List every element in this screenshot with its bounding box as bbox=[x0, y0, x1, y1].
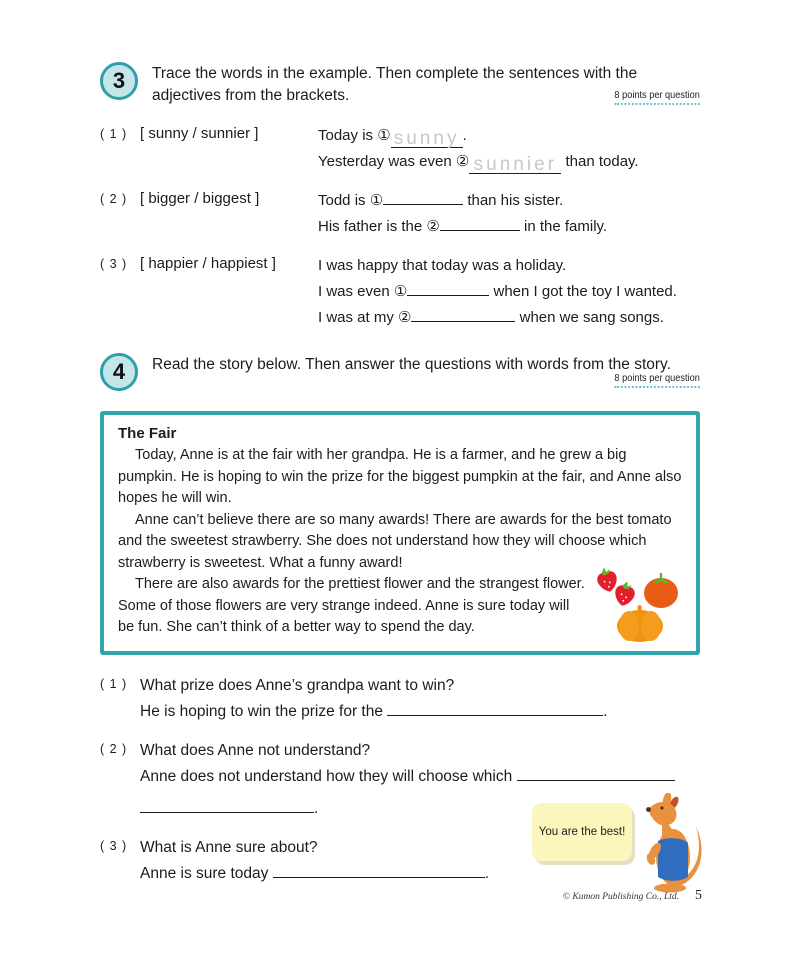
sentence-text: I was even ① bbox=[318, 283, 408, 300]
sentence-text: Today is ① bbox=[318, 127, 391, 144]
sentence-text: when we sang songs. bbox=[515, 309, 664, 326]
question-text: What does Anne not understand? bbox=[140, 741, 371, 759]
section-3-instructions: Trace the words in the example. Then complete the sentences with the adjectives from the brackets. bbox=[152, 65, 638, 104]
mascot-area bbox=[532, 793, 712, 893]
answer-blank bbox=[383, 204, 463, 205]
question-body bbox=[140, 673, 700, 725]
question-number: ( 3 ) bbox=[100, 838, 128, 853]
question-1 bbox=[100, 673, 700, 725]
question-text: What prize does Anne’s grandpa want to win? bbox=[140, 676, 455, 694]
sentence-text: in the family. bbox=[519, 218, 608, 235]
speech-bubble: You are the best! bbox=[532, 803, 632, 861]
sentence-text: I was happy that today was a holiday. bbox=[318, 257, 567, 274]
exercise-item-2 bbox=[100, 188, 700, 240]
question-number: ( 2 ) bbox=[100, 741, 128, 756]
tomato-icon bbox=[644, 573, 678, 608]
item-number: ( 2 ) bbox=[100, 192, 128, 206]
strawberry-icon bbox=[613, 579, 637, 608]
answer-text: . bbox=[314, 799, 319, 817]
question-number: ( 1 ) bbox=[100, 676, 128, 691]
sentence-line bbox=[318, 279, 700, 305]
copyright-text: © Kumon Publishing Co., Ltd. bbox=[562, 892, 679, 902]
section-4-number-badge: 4 bbox=[100, 353, 138, 391]
kangaroo-head bbox=[646, 802, 676, 825]
sentence-line bbox=[318, 214, 700, 240]
sentence-line bbox=[318, 188, 700, 214]
sentences bbox=[318, 123, 700, 175]
section-3-number-badge: 3 bbox=[100, 62, 138, 100]
exercise-item-3 bbox=[100, 253, 700, 331]
fruit-illustration bbox=[593, 563, 688, 643]
story-paragraph: Anne can’t believe there are so many awards! There are awards for the best tomato and the sweetest strawberry. She does not understand how they will choose which strawberry is sweetest. What a funny award! bbox=[118, 511, 672, 571]
sentence-line bbox=[318, 149, 700, 175]
traced-answer: sunny bbox=[391, 131, 463, 148]
answer-blank bbox=[273, 877, 485, 878]
traced-answer: sunnier bbox=[469, 157, 561, 174]
sentence-line bbox=[318, 253, 700, 279]
answer-text: . bbox=[484, 864, 490, 882]
item-number: ( 1 ) bbox=[100, 127, 128, 141]
word-choices: [ bigger / biggest ] bbox=[140, 190, 260, 207]
page-number: 5 bbox=[695, 888, 702, 903]
section-4-header bbox=[100, 351, 700, 391]
section-4-points-label: 8 points per question bbox=[615, 373, 700, 388]
answer-text: He is hoping to win the prize for the bbox=[140, 702, 388, 720]
story-box bbox=[100, 411, 700, 655]
story-paragraph: Today, Anne is at the fair with her grandpa. He is a farmer, and he grew a big pumpkin. He is hoping to win the prize for the biggest pumpkin at the fair, and Anne also hopes he will win. bbox=[118, 447, 682, 506]
answer-blank bbox=[517, 780, 675, 781]
pumpkin-icon bbox=[617, 605, 663, 642]
sentences bbox=[318, 188, 700, 240]
sentence-text: Yesterday was even ② bbox=[318, 153, 470, 170]
section-3-points-label: 8 points per question bbox=[615, 90, 700, 105]
sentence-text: Todd is ① bbox=[318, 192, 384, 209]
answer-text: . bbox=[603, 702, 608, 720]
section-3-header bbox=[100, 60, 700, 107]
sentence-text: . bbox=[462, 127, 467, 144]
answer-blank bbox=[411, 321, 515, 322]
sentence-text: when I got the toy I wanted. bbox=[489, 283, 677, 300]
sentence-text: than today. bbox=[561, 153, 639, 170]
sentence-line bbox=[318, 305, 700, 331]
section-3-items bbox=[100, 123, 700, 331]
sentences bbox=[318, 253, 700, 331]
sentence-text: I was at my ② bbox=[318, 309, 412, 326]
kangaroo-illustration bbox=[624, 793, 712, 893]
sentence-text: than his sister. bbox=[463, 192, 564, 209]
answer-blank bbox=[387, 715, 603, 716]
sentence-text: His father is the ② bbox=[318, 218, 440, 235]
story-paragraph: There are also awards for the prettiest flower and the strangest flower. Some of those flowers are very strange indeed. Anne is sure today will be fun. She can’t think of a better way to spend the day. bbox=[118, 576, 585, 635]
answer-blank bbox=[440, 230, 520, 231]
question-text: What is Anne sure about? bbox=[140, 838, 318, 856]
word-choices: [ happier / happiest ] bbox=[140, 255, 276, 272]
answer-text: Anne does not understand how they will choose which bbox=[140, 767, 517, 785]
answer-line bbox=[140, 699, 700, 725]
word-choices: [ sunny / sunnier ] bbox=[140, 125, 259, 142]
section-4-instructions: Read the story below. Then answer the questions with words from the story. bbox=[152, 356, 671, 373]
answer-blank bbox=[407, 295, 489, 296]
item-number: ( 3 ) bbox=[100, 257, 128, 271]
answer-blank bbox=[140, 812, 314, 813]
story-title: The Fair bbox=[118, 425, 177, 442]
exercise-item-1 bbox=[100, 123, 700, 175]
sentence-line bbox=[318, 123, 700, 149]
answer-text: Anne is sure today bbox=[140, 864, 273, 882]
answer-line bbox=[140, 764, 700, 790]
